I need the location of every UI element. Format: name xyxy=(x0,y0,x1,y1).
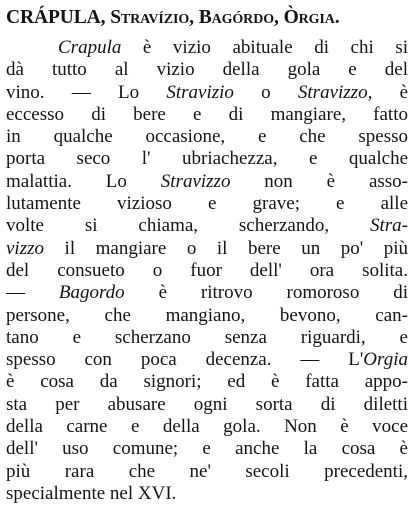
text-line xyxy=(6,394,408,416)
text-segment: in qualche occasione, e che spesso xyxy=(6,126,408,148)
synonym-bagordo: Bagórdo, xyxy=(198,7,279,28)
text-segment: lutamente vizioso e grave; e alle xyxy=(6,193,408,215)
italic-term: Crapula xyxy=(58,37,122,58)
entry-body xyxy=(6,37,408,505)
text-line xyxy=(6,371,408,393)
text-line xyxy=(6,238,408,260)
text-segment: più rara che ne' secoli precedenti, xyxy=(6,460,408,482)
text-segment: eccesso di bere e di mangiare, fatto xyxy=(6,103,408,125)
text-segment: del consueto o fuor dell' ora solita. xyxy=(6,259,408,281)
text-segment: della carne e della gola. Non è voce xyxy=(6,416,408,438)
text-segment: sta per abusare ogni sorta di diletti xyxy=(6,393,408,415)
text-segment: è xyxy=(372,81,408,103)
text-line xyxy=(6,438,408,460)
synonym-orgia: Òrgia. xyxy=(283,7,340,28)
text-segment: tano e scherzano senza riguardi, e xyxy=(6,326,408,348)
text-segment: è ritrovo romoroso di xyxy=(124,282,408,304)
text-line xyxy=(6,82,408,104)
text-segment: porta seco l' ubriachezza, e qualche xyxy=(6,148,408,170)
italic-term: Stravizzo, xyxy=(297,81,373,103)
text-segment: non è asso- xyxy=(230,170,408,192)
text-line xyxy=(6,215,408,237)
text-segment: o xyxy=(233,81,298,103)
text-segment: persone, che mangiano, bevono, can- xyxy=(6,304,408,326)
text-line xyxy=(6,104,408,126)
text-segment: specialmente nel XVI. xyxy=(6,482,177,504)
text-line xyxy=(6,305,408,327)
synonym-stravizio: Stravízio, xyxy=(110,7,194,28)
text-line xyxy=(6,260,408,282)
text-segment: dell' uso comune; e anche la cosa è xyxy=(6,438,408,460)
text-line xyxy=(6,483,408,505)
text-segment: — xyxy=(6,282,59,304)
text-line xyxy=(6,148,408,170)
text-line xyxy=(6,327,408,349)
text-line xyxy=(6,171,408,193)
text-segment: è cosa da signori; ed è fatta appo- xyxy=(6,371,408,393)
text-segment: vino. — Lo xyxy=(6,81,167,103)
text-segment: il mangiare o il bere un po' più xyxy=(44,237,408,259)
italic-term: Stravizio xyxy=(166,81,234,103)
text-segment: volte si chiama, scherzando, xyxy=(6,215,370,237)
text-line xyxy=(6,126,408,148)
text-line xyxy=(6,37,408,59)
entry-heading xyxy=(6,4,408,31)
text-line xyxy=(6,349,408,371)
text-line xyxy=(6,59,408,81)
italic-term: Orgia xyxy=(363,349,408,371)
text-line xyxy=(6,193,408,215)
text-segment: spesso con poca decenza. — L' xyxy=(6,349,364,371)
italic-term: Bagordo xyxy=(58,282,125,304)
text-segment: dà tutto al vizio della gola e del xyxy=(6,59,408,81)
text-line xyxy=(6,282,408,304)
text-segment: malattia. Lo xyxy=(6,170,161,192)
text-line xyxy=(6,416,408,438)
dictionary-entry xyxy=(6,4,408,505)
text-line xyxy=(6,461,408,483)
italic-term: Stravizzo xyxy=(160,170,231,192)
italic-term: Stra- xyxy=(370,215,408,237)
italic-term: vizzo xyxy=(6,237,44,259)
text-segment: è vizio abituale di chi si xyxy=(121,37,408,58)
headword: CRÁPULA, xyxy=(6,7,106,28)
